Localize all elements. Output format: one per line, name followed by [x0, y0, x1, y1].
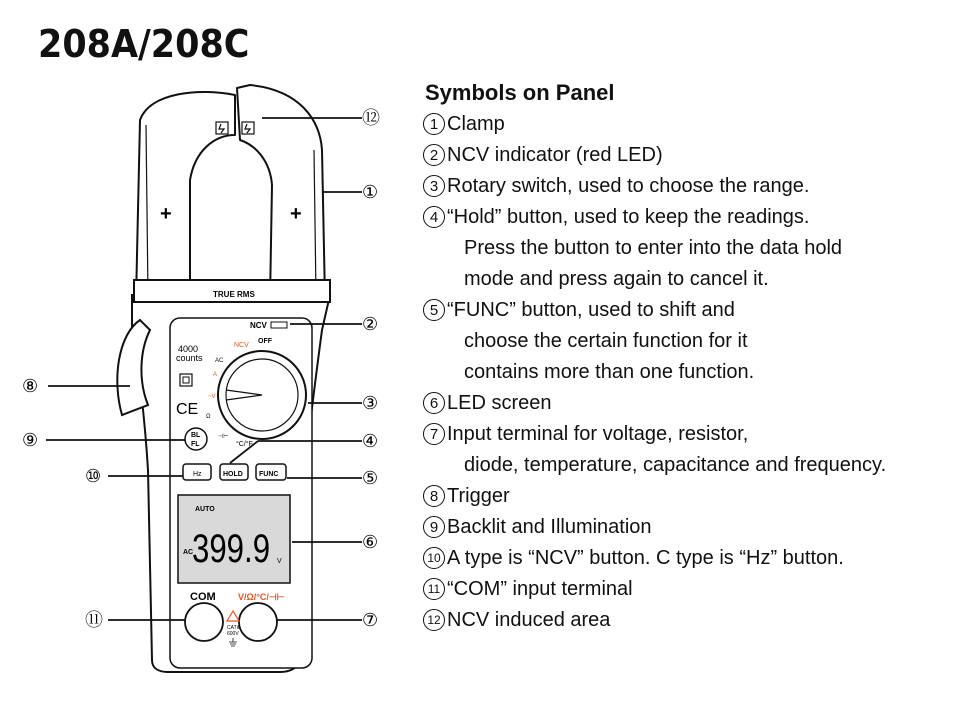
legend-text: “COM” input terminal	[447, 578, 633, 600]
callout-3: ③	[362, 393, 379, 413]
svg-text:~V: ~V	[208, 394, 216, 400]
lcd-reading: 399.9	[192, 526, 271, 571]
legend-item	[423, 481, 953, 512]
legend-text: NCV induced area	[447, 609, 611, 631]
legend-text-continued: Press the button to enter into the data hold	[464, 237, 843, 259]
counts-bottom: counts	[176, 353, 203, 363]
callout-12: ⑫	[362, 108, 380, 128]
ce-mark: CE	[176, 401, 199, 418]
cat-label: CATⅡ	[227, 625, 240, 631]
legend-item	[423, 605, 953, 636]
callout-9: ⑨	[22, 430, 39, 450]
legend-item	[423, 574, 953, 605]
callout-10: ⑩	[85, 466, 102, 486]
func-label: FUNC	[259, 471, 279, 478]
true-rms-label: TRUE RMS	[213, 290, 255, 299]
legend-item	[423, 202, 953, 295]
legend-number: 1	[423, 113, 445, 135]
bl-label: BL	[191, 432, 201, 439]
fl-label: FL	[191, 441, 200, 448]
symbols-legend	[423, 80, 953, 636]
legend-text-continued: diode, temperature, capacitance and frequency.	[464, 454, 887, 476]
legend-item	[423, 388, 953, 419]
com-terminal[interactable]	[185, 603, 223, 641]
legend-number: 12	[423, 609, 445, 631]
svg-text:Ω: Ω	[206, 414, 211, 420]
legend-number: 3	[423, 175, 445, 197]
legend-text-continued: choose the certain function for it	[464, 330, 748, 352]
legend-text: “FUNC” button, used to shift and	[447, 299, 735, 321]
legend-number: 4	[423, 206, 445, 228]
legend-text: Backlit and Illumination	[447, 516, 652, 538]
callout-8: ⑧	[22, 376, 39, 396]
legend-text: Input terminal for voltage, resistor,	[447, 423, 749, 445]
legend-list	[423, 109, 953, 636]
svg-text:⊣⊢: ⊣⊢	[218, 434, 229, 440]
jaw-plus-left: +	[160, 203, 172, 225]
callout-6: ⑥	[362, 532, 379, 552]
legend-item	[423, 512, 953, 543]
legend-text: A type is “NCV” button. C type is “Hz” button.	[447, 547, 844, 569]
off-label: OFF	[258, 338, 272, 345]
left-jaw	[136, 92, 235, 300]
callout-1: ①	[362, 182, 379, 202]
legend-number: 7	[423, 423, 445, 445]
legend-text: LED screen	[447, 392, 552, 414]
legend-text-continued: mode and press again to cancel it.	[464, 268, 769, 290]
svg-text:A: A	[213, 372, 218, 378]
legend-number: 10	[423, 547, 445, 569]
legend-number: 5	[423, 299, 445, 321]
legend-text: NCV indicator (red LED)	[447, 144, 663, 166]
jaw-plus-right: +	[290, 203, 302, 225]
callout-4: ④	[362, 431, 379, 451]
legend-heading: Symbols on Panel	[425, 80, 615, 105]
legend-number: 6	[423, 392, 445, 414]
hz-label: Hz	[193, 471, 202, 478]
legend-text: “Hold” button, used to keep the readings.	[447, 206, 810, 228]
lcd-auto: AUTO	[195, 506, 215, 513]
ncv-label: NCV	[250, 321, 267, 330]
legend-text: Clamp	[447, 113, 505, 135]
lcd-ac: AC	[183, 549, 194, 556]
page-title: 208A/208C	[38, 22, 250, 66]
ncv-dial-label: NCV	[234, 342, 249, 349]
com-label: COM	[190, 591, 216, 603]
callout-2: ②	[362, 314, 379, 334]
svg-text:AC: AC	[215, 358, 224, 364]
legend-item	[423, 295, 953, 388]
legend-text: Rotary switch, used to choose the range.	[447, 175, 810, 197]
legend-item	[423, 109, 953, 140]
ncv-led	[271, 322, 287, 328]
cat-voltage: 600V	[227, 631, 239, 637]
legend-number: 2	[423, 144, 445, 166]
hold-label: HOLD	[223, 471, 243, 478]
callout-7: ⑦	[362, 610, 379, 630]
legend-item	[423, 171, 953, 202]
vohm-terminal[interactable]	[239, 603, 277, 641]
legend-text-continued: contains more than one function.	[464, 361, 755, 383]
legend-item	[423, 543, 953, 574]
legend-number: 11	[423, 578, 445, 600]
legend-item	[423, 140, 953, 171]
legend-item	[423, 419, 953, 481]
lcd-unit: V	[277, 558, 282, 565]
legend-number: 9	[423, 516, 445, 538]
counts-top: 4000	[178, 344, 199, 354]
temp-dial-label: °C/°F	[236, 441, 253, 448]
legend-number: 8	[423, 485, 445, 507]
callout-11: ⑪	[85, 610, 103, 630]
vohm-label: V/Ω/°C/⊣⊢	[238, 592, 285, 602]
callout-5: ⑤	[362, 468, 379, 488]
legend-text: Trigger	[447, 485, 510, 507]
